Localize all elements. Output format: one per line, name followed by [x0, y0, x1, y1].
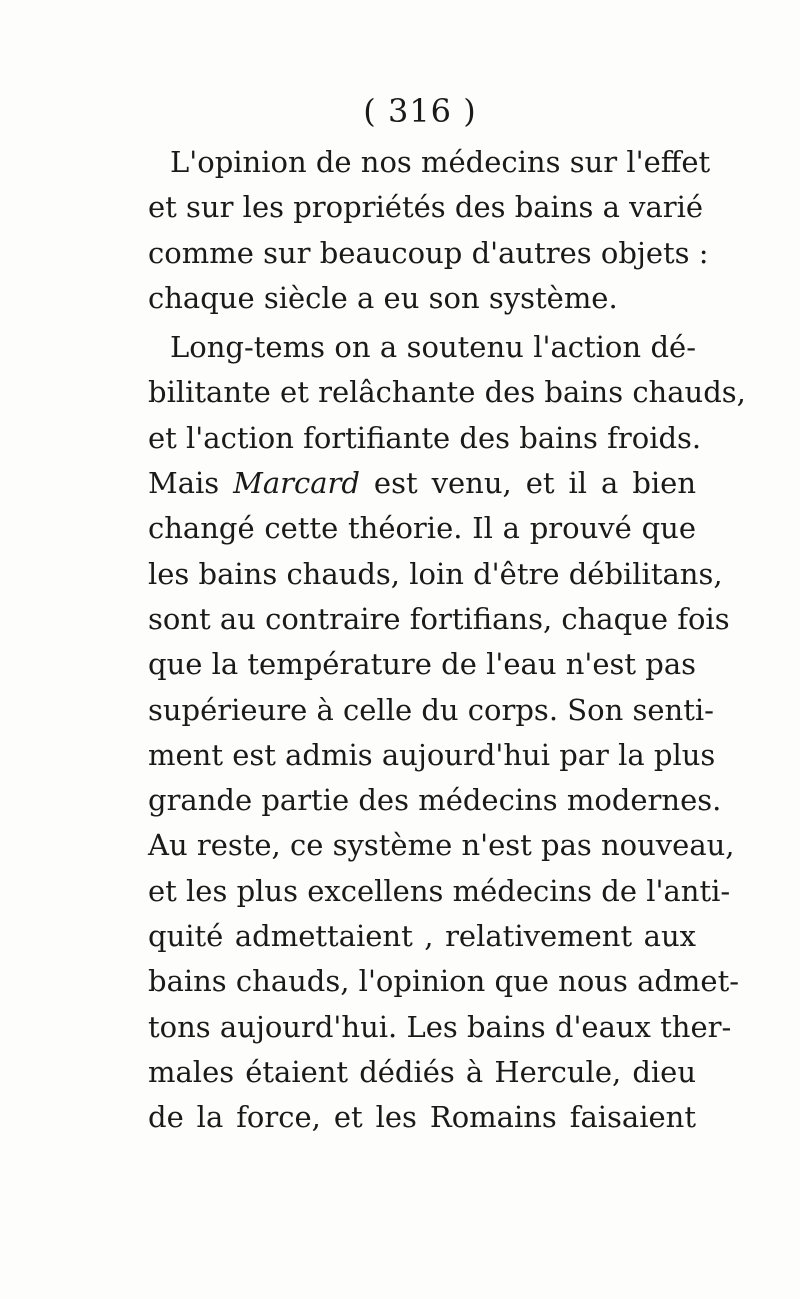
text-line: quité admettaient , relativement aux — [148, 919, 696, 954]
text-line: L'opinion de nos médecins sur l'effet — [170, 145, 711, 179]
text-line: Au reste, ce système n'est pas nouveau, — [148, 828, 735, 863]
text-line: bilitante et relâchante des bains chauds, — [148, 375, 746, 410]
text-line: males étaient dédiés à Hercule, dieu — [148, 1054, 696, 1089]
text-line: grande partie des médecins modernes. — [148, 783, 722, 818]
body-text — [148, 140, 746, 1141]
text-segment: est venu, et il a bien — [359, 466, 696, 501]
text-line: que la température de l'eau n'est pas — [148, 647, 697, 682]
text-line — [148, 461, 696, 506]
text-segment: Mais — [148, 466, 234, 501]
text-line: changé cette théorie. Il a prouvé que — [148, 511, 696, 546]
page-number: ( 316 ) — [363, 92, 477, 130]
text-line: et les plus excellens médecins de l'anti- — [148, 873, 731, 908]
text-line: supérieure à celle du corps. Son senti- — [148, 692, 714, 727]
text-line: et sur les propriétés des bains a varié — [148, 190, 704, 225]
text-line: de la force, et les Romains faisaient — [148, 1100, 696, 1135]
text-line: chaque siècle a eu son système. — [148, 280, 618, 315]
text-line: bains chauds, l'opinion que nous admet- — [148, 964, 740, 999]
text-line: les bains chauds, loin d'être débilitans, — [148, 556, 723, 591]
text-line: ment est admis aujourd'hui par la plus — [148, 737, 716, 772]
text-line: tons aujourd'hui. Les bains d'eaux ther- — [148, 1009, 732, 1044]
text-line: sont au contraire fortifians, chaque fois — [148, 601, 730, 636]
text-line: et l'action fortifiante des bains froids. — [148, 420, 702, 455]
text-line: Long-tems on a soutenu l'action dé- — [170, 330, 696, 365]
italic-name: Marcard — [233, 466, 360, 501]
text-line: comme sur beaucoup d'autres objets : — [148, 235, 709, 270]
